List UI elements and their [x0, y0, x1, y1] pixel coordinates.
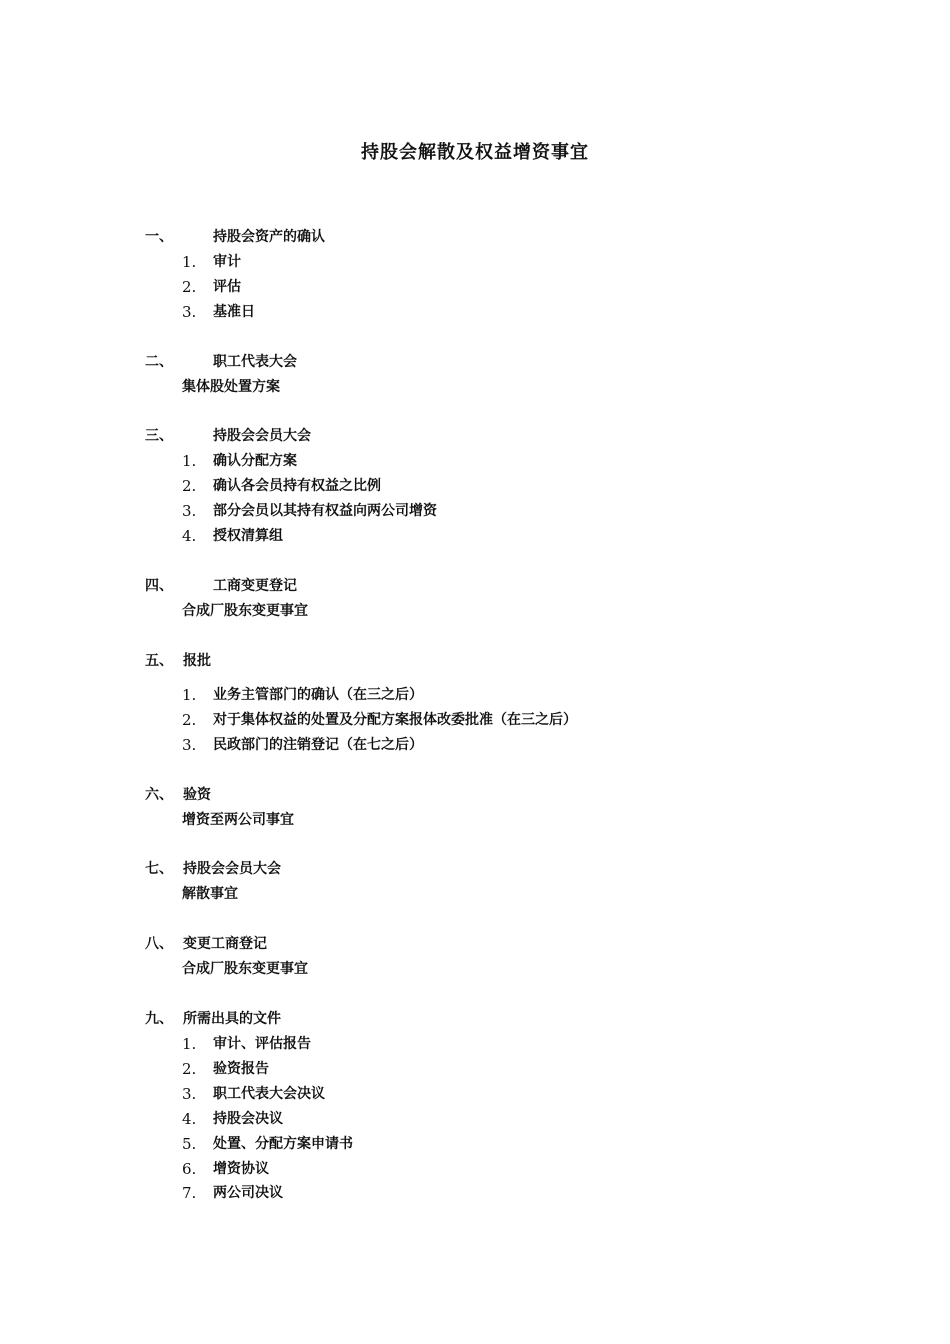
item-number: 2. [182, 1060, 197, 1078]
item-number: 4. [182, 527, 197, 545]
item-number: 3. [182, 502, 197, 520]
item-text: 增资协议 [213, 1161, 269, 1177]
item-number: 6. [182, 1160, 197, 1178]
section-marker: 六、 [145, 787, 173, 803]
item-number: 1. [182, 452, 197, 470]
section-subtext: 解散事宜 [182, 886, 238, 902]
item-number: 2. [182, 278, 197, 296]
item-text: 确认各会员持有权益之比例 [213, 478, 381, 494]
item-text: 授权清算组 [213, 528, 283, 544]
item-text: 对于集体权益的处置及分配方案报体改委批准（在三之后） [213, 712, 577, 728]
item-text: 确认分配方案 [213, 453, 297, 469]
item-number: 3. [182, 1085, 197, 1103]
item-number: 7. [182, 1184, 197, 1202]
section-title: 持股会会员大会 [213, 428, 311, 444]
item-text: 职工代表大会决议 [213, 1086, 325, 1102]
item-number: 2. [182, 711, 197, 729]
section-marker: 四、 [145, 578, 173, 594]
section-title: 变更工商登记 [183, 936, 267, 952]
item-number: 3. [182, 736, 197, 754]
item-text: 验资报告 [213, 1061, 269, 1077]
section-title: 验资 [183, 787, 211, 803]
section-subtext: 合成厂股东变更事宜 [182, 603, 308, 619]
section-marker: 一、 [145, 229, 173, 245]
item-number: 1. [182, 253, 197, 271]
section-subtext: 集体股处置方案 [182, 379, 280, 395]
item-number: 1. [182, 1035, 197, 1053]
item-text: 民政部门的注销登记（在七之后） [213, 737, 423, 753]
item-number: 5. [182, 1135, 197, 1153]
item-text: 审计、评估报告 [213, 1036, 311, 1052]
item-number: 1. [182, 686, 197, 704]
document-title: 持股会解散及权益增资事宜 [361, 142, 589, 163]
section-title: 职工代表大会 [213, 354, 297, 370]
section-subtext: 合成厂股东变更事宜 [182, 961, 308, 977]
section-title: 所需出具的文件 [183, 1011, 281, 1027]
section-subtext: 增资至两公司事宜 [182, 812, 294, 828]
item-text: 审计 [213, 254, 241, 270]
section-title: 报批 [183, 653, 211, 669]
item-text: 评估 [213, 279, 241, 295]
item-number: 2. [182, 477, 197, 495]
item-text: 处置、分配方案申请书 [213, 1136, 353, 1152]
item-number: 3. [182, 303, 197, 321]
section-marker: 三、 [145, 428, 173, 444]
section-marker: 八、 [145, 936, 173, 952]
section-marker: 五、 [145, 653, 173, 669]
section-title: 持股会资产的确认 [213, 229, 325, 245]
section-marker: 七、 [145, 861, 173, 877]
item-text: 两公司决议 [213, 1185, 283, 1201]
item-text: 持股会决议 [213, 1111, 283, 1127]
section-title: 持股会会员大会 [183, 861, 281, 877]
section-marker: 九、 [145, 1011, 173, 1027]
item-number: 4. [182, 1110, 197, 1128]
item-text: 基准日 [213, 304, 255, 320]
section-title: 工商变更登记 [213, 578, 297, 594]
item-text: 业务主管部门的确认（在三之后） [213, 687, 423, 703]
item-text: 部分会员以其持有权益向两公司增资 [213, 503, 437, 519]
section-marker: 二、 [145, 354, 173, 370]
